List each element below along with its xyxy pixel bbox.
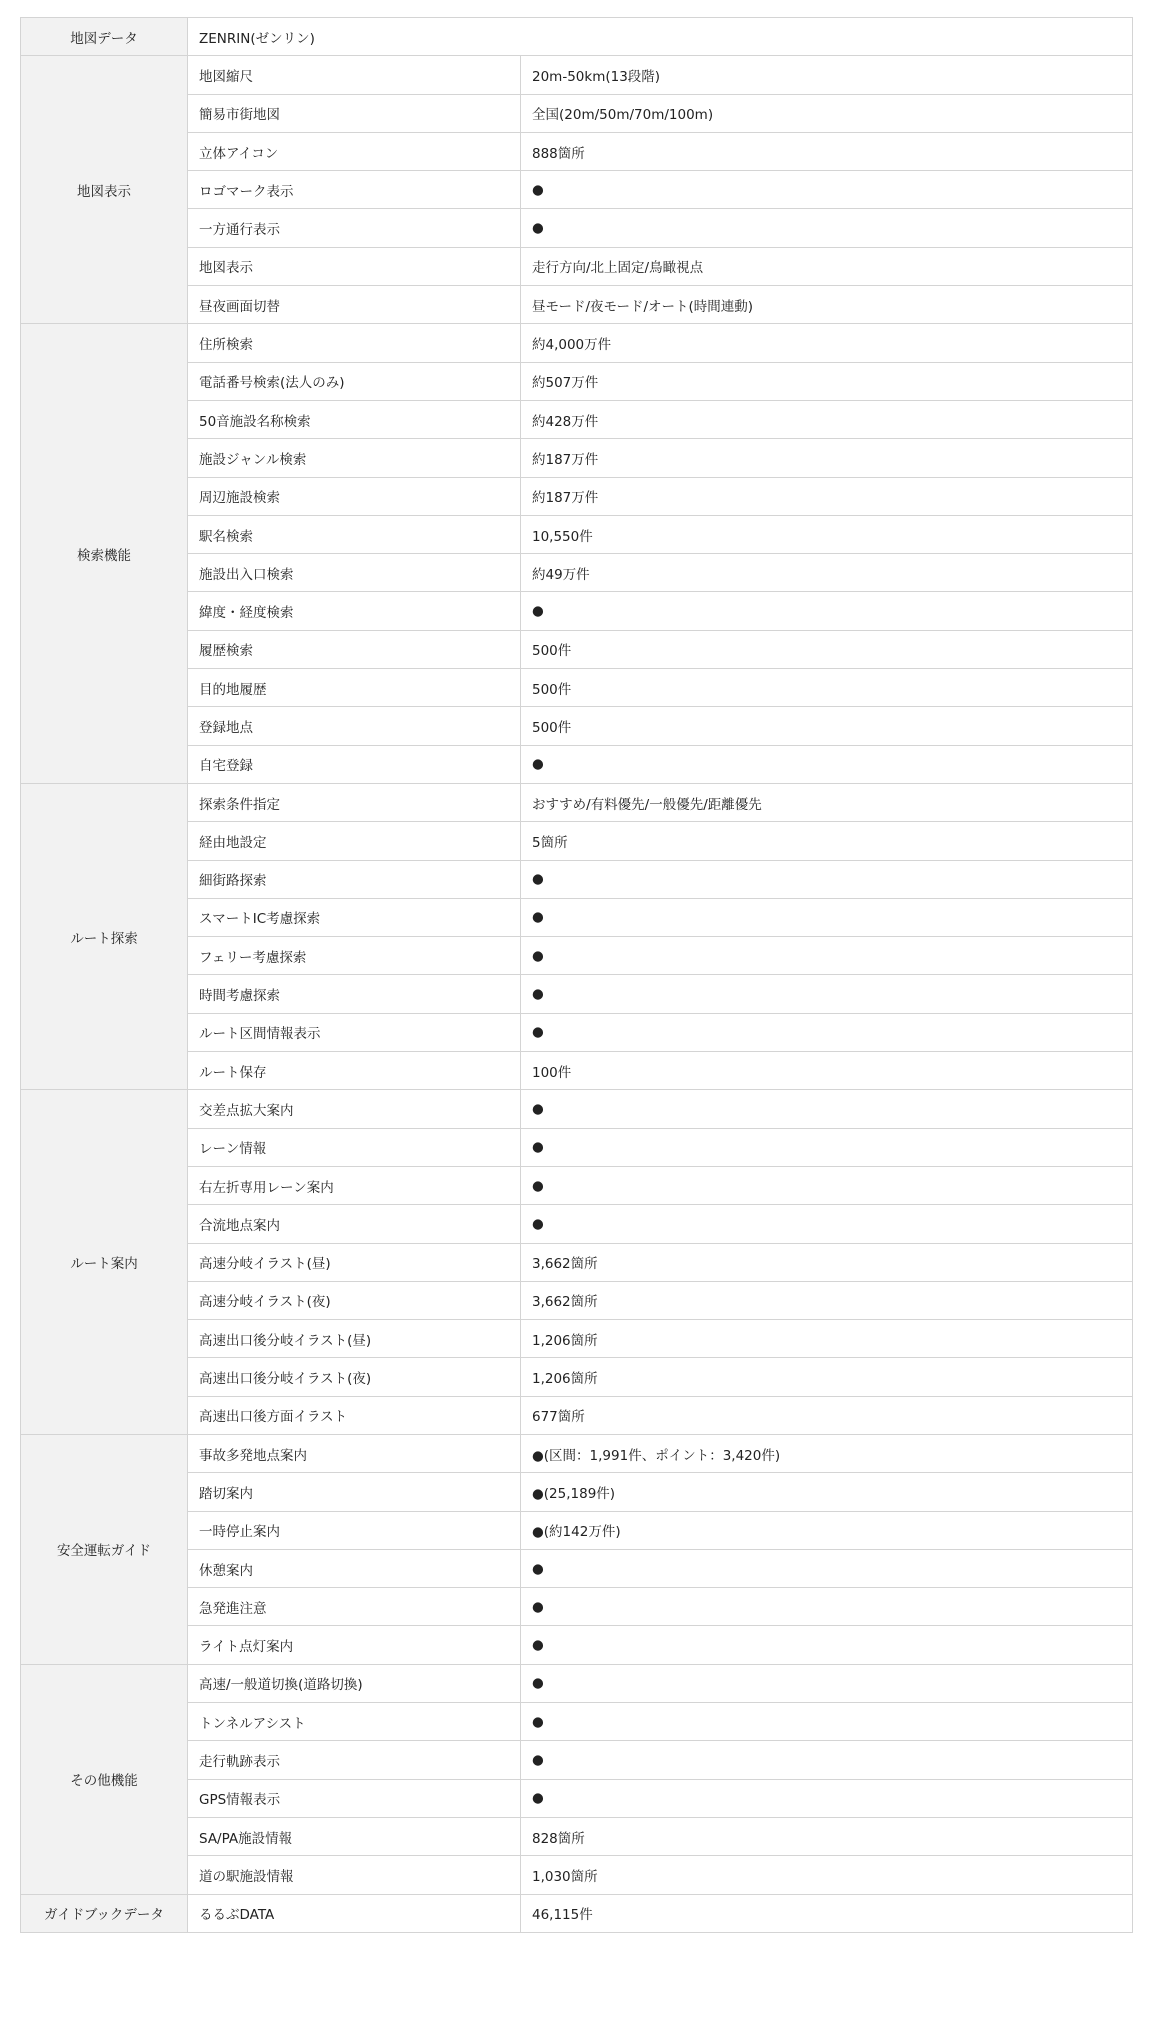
table-row <box>21 1703 1133 1741</box>
label-cell: 一方通行表示 <box>188 209 521 247</box>
spec-table-body <box>21 18 1133 1933</box>
value-cell: ● <box>521 1703 1133 1741</box>
value-cell: 828箇所 <box>521 1817 1133 1855</box>
value-cell: ● <box>521 898 1133 936</box>
label-cell: 経由地設定 <box>188 822 521 860</box>
label-cell: ルート区間情報表示 <box>188 1013 521 1051</box>
table-row <box>21 1052 1133 1090</box>
table-row <box>21 171 1133 209</box>
category-cell: ルート探索 <box>21 783 188 1089</box>
table-row <box>21 1741 1133 1779</box>
table-row <box>21 1894 1133 1932</box>
value-cell: ● <box>521 937 1133 975</box>
label-cell: 右左折専用レーン案内 <box>188 1166 521 1204</box>
category-cell: 検索機能 <box>21 324 188 784</box>
category-cell: 地図表示 <box>21 56 188 324</box>
value-cell: 走行方向/北上固定/鳥瞰視点 <box>521 247 1133 285</box>
value-cell: ● <box>521 1166 1133 1204</box>
label-cell: 緯度・経度検索 <box>188 592 521 630</box>
table-row <box>21 400 1133 438</box>
table-row <box>21 286 1133 324</box>
table-row <box>21 1626 1133 1664</box>
value-cell: 1,206箇所 <box>521 1358 1133 1396</box>
label-cell: 住所検索 <box>188 324 521 362</box>
table-row <box>21 56 1133 94</box>
value-cell: 500件 <box>521 669 1133 707</box>
label-cell: 時間考慮探索 <box>188 975 521 1013</box>
table-row <box>21 937 1133 975</box>
table-row <box>21 439 1133 477</box>
table-row <box>21 1817 1133 1855</box>
value-cell: 1,030箇所 <box>521 1856 1133 1894</box>
table-row <box>21 362 1133 400</box>
table-row <box>21 745 1133 783</box>
label-cell: 施設ジャンル検索 <box>188 439 521 477</box>
table-row <box>21 247 1133 285</box>
label-cell: 地図表示 <box>188 247 521 285</box>
value-cell: 昼モード/夜モード/オート(時間連動) <box>521 286 1133 324</box>
table-row <box>21 1205 1133 1243</box>
value-cell: 500件 <box>521 707 1133 745</box>
label-cell: トンネルアシスト <box>188 1703 521 1741</box>
table-row <box>21 1013 1133 1051</box>
label-cell: 周辺施設検索 <box>188 477 521 515</box>
value-cell: 約4,000万件 <box>521 324 1133 362</box>
label-cell: 50音施設名称検索 <box>188 400 521 438</box>
label-cell: 立体アイコン <box>188 132 521 170</box>
label-cell: 目的地履歴 <box>188 669 521 707</box>
value-cell: 500件 <box>521 630 1133 668</box>
value-cell: 5箇所 <box>521 822 1133 860</box>
label-cell: 高速分岐イラスト(昼) <box>188 1243 521 1281</box>
label-cell: GPS情報表示 <box>188 1779 521 1817</box>
label-cell: 高速出口後分岐イラスト(昼) <box>188 1320 521 1358</box>
value-cell: 46,115件 <box>521 1894 1133 1932</box>
label-cell: 急発進注意 <box>188 1588 521 1626</box>
table-row <box>21 1166 1133 1204</box>
table-row <box>21 1358 1133 1396</box>
table-row <box>21 324 1133 362</box>
value-cell: 1,206箇所 <box>521 1320 1133 1358</box>
label-cell: 交差点拡大案内 <box>188 1090 521 1128</box>
value-cell: ● <box>521 1626 1133 1664</box>
label-cell: るるぶDATA <box>188 1894 521 1932</box>
value-cell: ● <box>521 745 1133 783</box>
table-row <box>21 1243 1133 1281</box>
table-row <box>21 630 1133 668</box>
table-row <box>21 1396 1133 1434</box>
table-row <box>21 554 1133 592</box>
label-cell: 高速出口後方面イラスト <box>188 1396 521 1434</box>
label-cell: 簡易市街地図 <box>188 94 521 132</box>
label-cell: 踏切案内 <box>188 1473 521 1511</box>
value-cell: 約187万件 <box>521 477 1133 515</box>
table-row <box>21 822 1133 860</box>
category-cell: 地図データ <box>21 18 188 56</box>
value-cell: ● <box>521 1664 1133 1702</box>
label-cell: フェリー考慮探索 <box>188 937 521 975</box>
value-cell: ●(約142万件) <box>521 1511 1133 1549</box>
value-cell: ● <box>521 860 1133 898</box>
value-cell: ● <box>521 1588 1133 1626</box>
value-cell: ● <box>521 1013 1133 1051</box>
table-row <box>21 132 1133 170</box>
table-row <box>21 707 1133 745</box>
value-cell: 3,662箇所 <box>521 1243 1133 1281</box>
table-row <box>21 975 1133 1013</box>
label-cell: 合流地点案内 <box>188 1205 521 1243</box>
label-cell: 電話番号検索(法人のみ) <box>188 362 521 400</box>
label-cell: 履歴検索 <box>188 630 521 668</box>
value-cell: ● <box>521 1205 1133 1243</box>
category-cell: 安全運転ガイド <box>21 1434 188 1664</box>
value-cell: 全国(20m/50m/70m/100m) <box>521 94 1133 132</box>
value-cell: ● <box>521 1549 1133 1587</box>
label-cell: 休憩案内 <box>188 1549 521 1587</box>
label-cell: 駅名検索 <box>188 515 521 553</box>
label-cell: スマートIC考慮探索 <box>188 898 521 936</box>
table-row <box>21 1549 1133 1587</box>
table-row <box>21 1779 1133 1817</box>
label-cell: SA/PA施設情報 <box>188 1817 521 1855</box>
value-cell: ZENRIN(ゼンリン) <box>188 18 1133 56</box>
label-cell: 昼夜画面切替 <box>188 286 521 324</box>
table-row <box>21 1281 1133 1319</box>
table-row <box>21 1128 1133 1166</box>
label-cell: 高速出口後分岐イラスト(夜) <box>188 1358 521 1396</box>
label-cell: 細街路探索 <box>188 860 521 898</box>
label-cell: 地図縮尺 <box>188 56 521 94</box>
table-row <box>21 477 1133 515</box>
label-cell: 探索条件指定 <box>188 783 521 821</box>
label-cell: ルート保存 <box>188 1052 521 1090</box>
label-cell: 登録地点 <box>188 707 521 745</box>
label-cell: ロゴマーク表示 <box>188 171 521 209</box>
table-row <box>21 515 1133 553</box>
value-cell: ● <box>521 975 1133 1013</box>
value-cell: ● <box>521 592 1133 630</box>
value-cell: 約49万件 <box>521 554 1133 592</box>
label-cell: 高速分岐イラスト(夜) <box>188 1281 521 1319</box>
category-cell: ガイドブックデータ <box>21 1894 188 1932</box>
category-cell: ルート案内 <box>21 1090 188 1435</box>
label-cell: 一時停止案内 <box>188 1511 521 1549</box>
table-row <box>21 1511 1133 1549</box>
label-cell: ライト点灯案内 <box>188 1626 521 1664</box>
value-cell: ● <box>521 209 1133 247</box>
value-cell: 10,550件 <box>521 515 1133 553</box>
value-cell: 約428万件 <box>521 400 1133 438</box>
value-cell: 100件 <box>521 1052 1133 1090</box>
value-cell: ● <box>521 171 1133 209</box>
value-cell: 3,662箇所 <box>521 1281 1133 1319</box>
value-cell: 約187万件 <box>521 439 1133 477</box>
value-cell: 888箇所 <box>521 132 1133 170</box>
table-row <box>21 94 1133 132</box>
table-row <box>21 1090 1133 1128</box>
table-row <box>21 669 1133 707</box>
label-cell: 走行軌跡表示 <box>188 1741 521 1779</box>
table-row <box>21 1664 1133 1702</box>
table-row <box>21 1588 1133 1626</box>
value-cell: ● <box>521 1090 1133 1128</box>
table-row <box>21 783 1133 821</box>
value-cell: ● <box>521 1741 1133 1779</box>
value-cell: 20m-50km(13段階) <box>521 56 1133 94</box>
category-cell: その他機能 <box>21 1664 188 1894</box>
value-cell: ● <box>521 1779 1133 1817</box>
table-row <box>21 209 1133 247</box>
table-row <box>21 898 1133 936</box>
table-row <box>21 860 1133 898</box>
table-row <box>21 1473 1133 1511</box>
value-cell: 約507万件 <box>521 362 1133 400</box>
value-cell: ●(25,189件) <box>521 1473 1133 1511</box>
label-cell: 高速/一般道切換(道路切換) <box>188 1664 521 1702</box>
table-row <box>21 592 1133 630</box>
label-cell: レーン情報 <box>188 1128 521 1166</box>
table-row <box>21 1434 1133 1472</box>
value-cell: ●(区間：1,991件、ポイント：3,420件) <box>521 1434 1133 1472</box>
label-cell: 道の駅施設情報 <box>188 1856 521 1894</box>
value-cell: おすすめ/有料優先/一般優先/距離優先 <box>521 783 1133 821</box>
label-cell: 施設出入口検索 <box>188 554 521 592</box>
label-cell: 事故多発地点案内 <box>188 1434 521 1472</box>
table-row <box>21 1320 1133 1358</box>
label-cell: 自宅登録 <box>188 745 521 783</box>
value-cell: 677箇所 <box>521 1396 1133 1434</box>
spec-table <box>20 17 1133 1933</box>
table-row <box>21 1856 1133 1894</box>
value-cell: ● <box>521 1128 1133 1166</box>
table-row <box>21 18 1133 56</box>
